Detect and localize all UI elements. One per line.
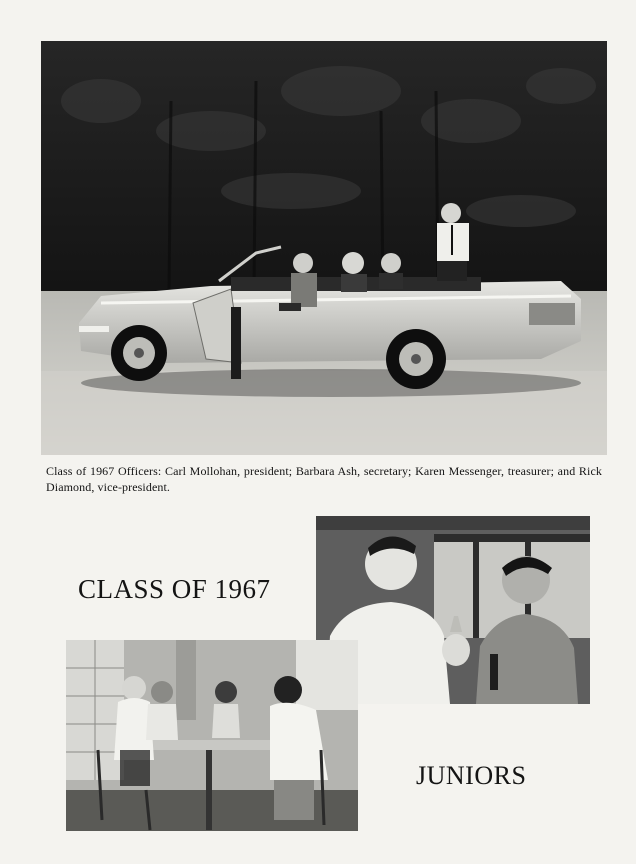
section-heading-class-of-1967: CLASS OF 1967 <box>78 574 271 604</box>
officers-convertible-photo <box>41 41 607 455</box>
students-studying-photo <box>66 640 358 831</box>
section-heading-juniors: JUNIORS <box>416 761 527 790</box>
photo-caption: Class of 1967 Officers: Carl Mollohan, president; Barbara Ash, secretary; Karen Messenger, treasurer; and Rick Diamond, vice-president. <box>46 464 602 494</box>
